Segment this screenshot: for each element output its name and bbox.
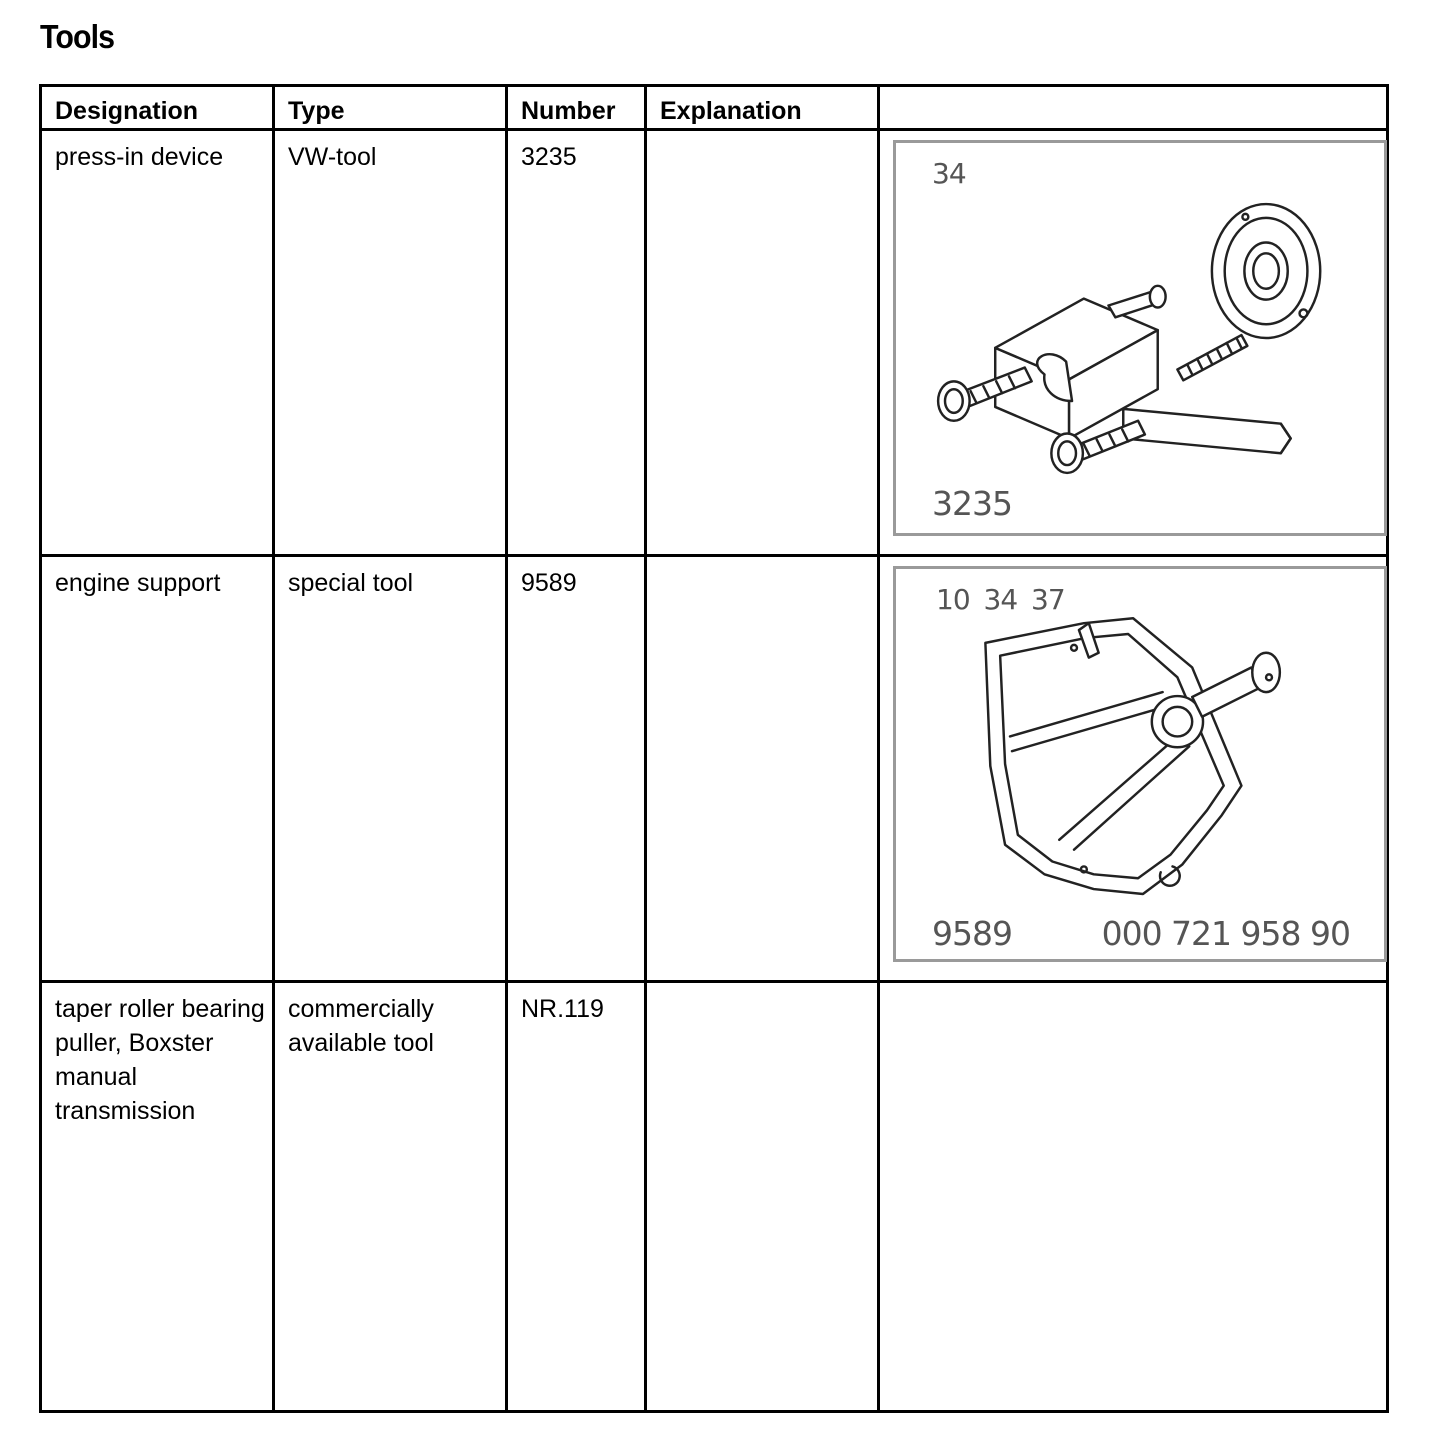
figure-bottom-left-label: 3235 — [932, 484, 1012, 523]
header-explanation: Explanation — [646, 86, 879, 130]
figure-top-label: 10 34 37 — [936, 583, 1065, 616]
header-number: Number — [507, 86, 646, 130]
engine-support-drawing — [896, 569, 1384, 959]
cell-image — [879, 130, 1388, 556]
cell-number: NR.119 — [507, 982, 646, 1412]
cell-explanation — [646, 982, 879, 1412]
cell-designation: taper roller bearing puller, Boxster manual transmission — [41, 982, 274, 1412]
page-title: Tools — [40, 18, 115, 55]
press-in-device-illustration — [893, 140, 1387, 536]
table-row — [41, 982, 1388, 1412]
cell-designation: press-in device — [41, 130, 274, 556]
header-designation: Designation — [41, 86, 274, 130]
tools-table — [39, 84, 1389, 1413]
cell-type: commercially available tool — [274, 982, 507, 1412]
cell-number: 3235 — [507, 130, 646, 556]
figure-top-label: 34 — [932, 157, 966, 190]
header-image — [879, 86, 1388, 130]
figure-bottom-left-label: 9589 — [932, 914, 1012, 953]
table-row — [41, 130, 1388, 556]
cell-type: VW-tool — [274, 130, 507, 556]
cell-number: 9589 — [507, 556, 646, 982]
cell-image-empty — [879, 982, 1388, 1412]
press-in-device-drawing — [896, 143, 1384, 533]
table-header-row — [41, 86, 1388, 130]
cell-type: special tool — [274, 556, 507, 982]
header-type: Type — [274, 86, 507, 130]
cell-designation: engine support — [41, 556, 274, 982]
cell-explanation — [646, 130, 879, 556]
engine-support-illustration — [893, 566, 1387, 962]
figure-bottom-right-label: 000 721 958 90 — [1101, 914, 1350, 953]
cell-explanation — [646, 556, 879, 982]
table-row — [41, 556, 1388, 982]
cell-image — [879, 556, 1388, 982]
